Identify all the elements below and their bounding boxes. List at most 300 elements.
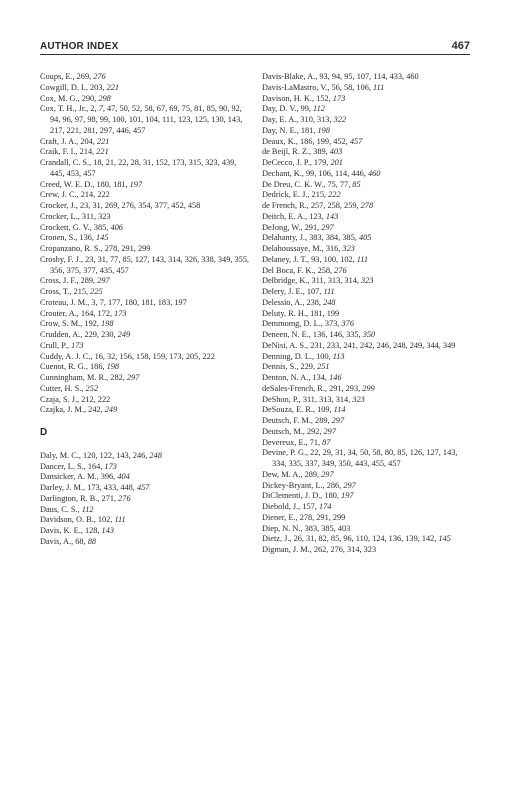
entry-pages: 311, 313, 314, [311,276,362,286]
entry-author: Davidson, O. B., [40,515,98,525]
index-entry [262,223,472,234]
entry-author: Devereux, E., [262,437,310,447]
index-entry [262,276,472,287]
entry-author: Cowgill, D. I., [40,82,91,92]
entry-reference-page: 323 [352,394,365,404]
entry-pages: 180, 181, [96,179,130,189]
entry-author: Cuenot, R. G., [40,362,91,372]
entry-pages: 231, 233, 241, 242, 246, 248, 249, 344, 349 [310,340,456,350]
entry-reference-page: 297 [321,469,334,479]
entry-pages: 93, 100, 102, [311,254,357,264]
entry-reference-page: 299 [362,383,375,393]
index-entry [40,505,250,516]
index-entry [262,169,472,180]
entry-pages: 26, 31, 82, 85, 96, 110, 124, 136, 139, 142, [293,534,439,544]
entry-pages: 157, [302,502,319,511]
index-entry [262,502,472,513]
entry-pages: 186, 199, 452, [300,136,350,146]
entry-author: Dechant, K., [262,168,307,178]
entry-pages: 214, [79,147,97,157]
index-entry [262,266,472,277]
entry-pages: 23, 31, 77, 85, 127, 143, 314, 326, 338, 349, 355, 356, 375, 377, 435, 457 [50,254,250,275]
entry-author: Crocker, L., [40,211,82,221]
entry-reference-page: 197 [129,179,143,189]
entry-pages: 192, [84,319,102,329]
entry-author: Cox, M. G., [40,93,82,103]
index-entry [262,212,472,223]
entry-pages: 258, [317,265,335,275]
index-entry [262,83,472,94]
index-entry [40,72,250,83]
entry-reference-page: 88 [87,536,97,546]
entry-reference-page: 298 [98,93,111,103]
entry-reference-page: 297 [126,373,140,382]
entry-pages: 311, 313, 314, [302,394,353,404]
index-entry [40,462,250,473]
entry-author: Digman, J. M., [262,545,314,554]
entry-reference-page: 323 [361,276,374,286]
entry-reference-page: 173 [104,461,117,471]
entry-pages: 204, [80,136,97,146]
entry-author: Crocker, J., [40,201,80,210]
entry-author: Croteau, J. M., [40,297,92,307]
index-entry [262,427,472,438]
entry-pages: 3, 7, 177, 180, 181, 183, 197 [91,297,187,307]
index-entry [262,244,472,255]
index-entry [40,384,250,395]
entry-pages: 396, [100,472,118,482]
entry-author: Crull, P., [40,340,72,350]
entry-author: Czaja, S. J., [40,394,82,404]
entry-author: de Beijl, R. Z., [262,147,314,157]
entry-reference-page: 252 [85,383,98,393]
entry-pages: 278, 291, 299 [104,244,151,253]
entry-pages: 173, 433, 448, [87,483,137,492]
entry-reference-page: 87 [322,437,331,447]
entry-reference-page: 173 [71,340,84,350]
entry-reference-page: 112 [81,504,94,514]
index-entry [262,470,472,481]
index-entry [262,255,472,266]
entry-author: Deluty, R. H., [262,308,311,318]
entry-pages: 75, 77, [327,179,353,189]
entry-pages: 257, 258, 259, [310,201,361,210]
entry-reference-page: 146 [329,373,342,382]
entry-author: Day, E. A., [262,115,301,124]
entry-pages: 180, [324,491,342,501]
index-entry [40,330,250,341]
entry-author: Deutsch, F. M., [262,416,316,425]
index-entry [262,180,472,191]
entry-pages: 23, 31, 269, 276, 354, 377, 452, 458 [80,201,201,210]
entry-author: Deitch, E. A., [262,211,310,221]
entry-pages: 107, [306,287,324,296]
index-entry [40,494,250,505]
entry-reference-page: 173 [114,308,127,318]
entry-pages: 278, 291, 299 [299,512,346,522]
index-entry [40,244,250,255]
page-title: AUTHOR INDEX [40,41,119,52]
index-entry [262,481,472,492]
entry-author: Cutter, H. S., [40,383,86,393]
entry-reference-page: 111 [323,287,335,296]
entry-pages: 68, [75,536,88,546]
entry-reference-page: 198 [106,362,120,372]
entry-author: Dansicker, A. M., [40,472,101,482]
index-entry [40,472,250,483]
entry-pages: 18, 21, 22, 28, 31, 152, 173, 315, 323, 439, 445, 453, 457 [50,158,237,178]
entry-reference-page: 145 [96,233,109,243]
index-entry [40,233,250,244]
entry-author: Crosby, F. J., [40,254,86,264]
index-entry [40,147,250,158]
index-entry [40,223,250,234]
entry-pages: 229, 230, [84,330,118,339]
entry-reference-page: 322 [333,115,347,124]
entry-reference-page: 174 [318,502,332,511]
index-entry [40,255,250,277]
entry-author: Devine, P. G., [262,448,311,458]
entry-reference-page: 249 [117,330,131,339]
entry-pages: 289, [304,469,322,479]
entry-reference-page: 406 [110,222,123,232]
entry-author: Delahanty, J., [262,233,310,243]
entry-reference-page: 143 [101,526,114,535]
entry-pages: 109, [317,405,334,415]
index-entry [40,362,250,373]
entry-pages: 136, 146, 335, [312,330,363,339]
entry-reference-page: 7 [98,104,103,114]
entry-reference-page: 248 [323,297,336,307]
entry-author: Czajka, J. M., [40,405,89,415]
index-entry [262,147,472,158]
entry-reference-page: 221 [96,147,109,157]
index-entry [40,276,250,287]
index-entry [262,94,472,105]
entry-author: Darlington, R. B., [40,493,102,503]
entry-reference-page: 350 [362,330,376,339]
entry-pages: 311, 323 [81,211,111,221]
entry-author: De Dreu, C. K. W., [262,179,328,189]
entry-reference-page: 376 [341,319,354,329]
entry-author: Cross, T., [40,287,74,296]
page-number: 467 [451,40,470,52]
entry-pages: 373, [324,319,342,329]
entry-reference-page: 111 [114,515,126,525]
entry-pages: 123, [309,211,326,221]
index-entry [40,526,250,537]
entry-author: Coups, E., [40,72,77,81]
entry-pages: 282, [110,373,127,382]
index-entry [262,330,472,341]
entry-reference-page: 198 [317,125,330,135]
entry-reference-page: 278 [360,201,374,210]
index-entry [40,180,250,191]
entry-author: Darley, J. M., [40,483,88,492]
entry-reference-page: 276 [118,493,131,503]
index-entry [262,545,472,556]
entry-reference-page: 113 [332,351,345,361]
entry-pages: 2, [90,104,99,114]
entry-pages: 71, [309,437,323,447]
entry-author: Crandall, C. S., [40,158,94,167]
entry-reference-page: 248 [149,450,162,460]
index-entry [40,83,250,94]
entry-pages: 128, [84,526,102,535]
index-entry [40,104,250,136]
entry-author: Crouter, A., [40,308,81,318]
entry-pages: 215, [73,287,91,296]
entry-pages: 291, [304,222,322,232]
entry-author: Dietz, J., [262,534,294,544]
entry-reference-page: 201 [330,158,343,167]
entry-reference-page: 111 [356,254,369,264]
index-entry [40,352,250,363]
entry-author: DeShon, P., [262,394,303,404]
entry-pages-cont: , 47, 50, 52, 58, 67, 69, 75, 81, 85, 90, 92, 94, 96, 97, 98, 99, 100, 101, 104, 111, 123, 125, 130, 143, 217, 221, 281, 297, 446, 457 [50,104,243,135]
entry-author: Davison, H. K., [262,93,317,103]
entry-author: DeSouza, E. R., [262,405,318,415]
entry-author: Delahoussaye, M., [262,244,326,253]
entry-author: Denton, N. A., [262,373,313,382]
entry-author: Daly, M. C., [40,450,84,460]
index-entry [262,384,472,395]
entry-pages: 181, [300,125,318,135]
entry-reference-page: 297 [331,416,345,425]
entry-reference-page: 249 [104,405,118,415]
entry-author: Crew, J. C., [40,190,81,200]
entry-pages: 383, 385, 403 [304,523,351,533]
index-entry [40,341,250,352]
entry-pages: 229, [300,362,318,372]
index-entry [262,513,472,524]
index-entry [262,534,472,545]
index-entry [40,373,250,384]
entry-pages: 120, 122, 143, 246, [83,450,150,460]
index-entry [40,483,250,494]
index-entry [262,362,472,373]
entry-author: DeCecco, J. P., [262,158,314,167]
entry-reference-page: 460 [367,168,381,178]
entry-pages: 186, [90,362,107,372]
entry-author: Day, D. V., [262,104,301,114]
entry-pages: 212, 222 [81,394,111,404]
entry-author: Cropanzano, R. S., [40,244,105,253]
entry-reference-page: 198 [101,319,114,329]
entry-pages: 271, [101,493,119,503]
entry-reference-page: 143 [325,211,339,221]
entry-pages: 316, [325,244,343,253]
index-entry [40,212,250,223]
entry-reference-page: 111 [373,82,385,92]
index-entry [40,451,250,462]
index-entry [262,416,472,427]
entry-author: Crow, S. M., [40,319,85,329]
index-entry [262,233,472,244]
entry-reference-page: 323 [342,244,355,253]
entry-author: Cronen, S., [40,233,80,243]
entry-reference-page: 403 [329,147,343,157]
index-entry [262,524,472,535]
entry-pages: 310, 313, [300,115,334,124]
entry-reference-page: 221 [96,136,110,146]
entry-pages: 290, [81,93,99,103]
index-entry [262,287,472,298]
entry-reference-page: 85 [352,179,361,189]
entry-reference-page: 297 [323,426,336,436]
entry-author: Diener, E., [262,512,300,522]
entry-author: Dickey-Bryant, L., [262,480,327,490]
entry-reference-page: 297 [97,276,110,286]
index-entry [40,287,250,298]
entry-author: Dedrick, E. J., [262,190,312,200]
entry-author: Crudden, A., [40,330,85,339]
entry-author: Craik, F. I., [40,147,80,157]
entry-pages: 286, [326,480,344,490]
entry-pages: 136, [79,233,97,243]
index-entry [40,515,250,526]
entry-reference-page: 251 [317,362,330,372]
index-entry [262,319,472,330]
entry-reference-page: 221 [106,82,120,92]
index-entry [262,373,472,384]
index-entry [262,115,472,126]
entry-pages: 242, [88,405,105,415]
entry-author: Crockett, G. V., [40,222,94,232]
right-column [262,72,472,556]
entry-author: DeNisi, A. S., [262,340,311,350]
entry-pages: 22, 29, 31, 34, 50, 58, 80, 85, 126, 127, 143, 334, 335, 337, 349, 350, 443, 455, 457 [272,448,458,468]
index-entry [262,491,472,502]
entry-reference-page: 276 [93,72,106,81]
entry-pages: 179, [313,158,331,167]
entry-pages: 214, 222 [80,190,110,200]
entry-reference-page: 112 [313,104,325,114]
index-entry [262,438,472,449]
index-entry [262,341,472,352]
entry-reference-page: 276 [334,265,347,275]
index-entry [40,94,250,105]
entry-pages: 100, [316,351,333,361]
index-entry [40,158,250,180]
index-entry [40,537,250,548]
entry-pages: 56, 58, 106, [331,82,374,92]
entry-author: Dennis, S., [262,362,301,372]
index-entry [262,201,472,212]
index-entry [262,72,472,83]
entry-pages: 134, [312,373,330,382]
entry-author: Delessio, A., [262,297,307,307]
entry-author: Davis-LaMastro, V., [262,82,332,92]
entry-reference-page: 145 [438,534,451,544]
entry-author: Dancer, L. S., [40,461,88,471]
index-entry [262,126,472,137]
entry-author: Delery, J. E., [262,287,307,296]
entry-reference-page: 457 [136,483,150,492]
entry-pages: 99, [300,104,314,114]
index-entry [262,395,472,406]
entry-pages: 99, 106, 114, 446, [306,168,368,178]
entry-author: DeJong, W., [262,222,305,232]
entry-pages: 164, 172, [80,308,115,318]
entry-author: Craft, J. A., [40,136,81,146]
entry-author: Creed, W. E. D., [40,179,97,189]
entry-author: Dew, M. A., [262,469,305,479]
entry-pages: 164, [87,461,105,471]
entry-pages: 215, [311,190,329,200]
entry-pages: 203, [90,82,107,92]
entry-author: Diebold, J., [262,502,303,511]
entry-pages: 152, [316,93,333,103]
page-header [40,40,470,55]
entry-reference-page: 225 [90,287,103,296]
entry-reference-page: 173 [332,93,346,103]
entry-author: Delbridge, K., [262,276,312,286]
entry-pages: 383, 384, 385, [309,233,359,243]
entry-author: Denning, D. L., [262,351,317,361]
entry-author: deSales-French, R., [262,383,330,393]
entry-author: Davis, A., [40,536,76,546]
index-entry [262,137,472,148]
entry-pages: 289, [80,276,98,286]
index-entry [40,201,250,212]
section-letter: D [40,427,48,438]
entry-author: Demmomg, D. L., [262,319,325,329]
index-entry [40,405,250,416]
index-entry [40,190,250,201]
entry-pages: 291, 293, [329,383,363,393]
left-column [40,72,250,548]
entry-pages: 292, [306,426,324,436]
entry-pages: 102, [97,515,115,525]
entry-author: Cuddy, A. J. C., [40,351,95,361]
entry-pages: 385, [93,222,111,232]
entry-reference-page: 114 [333,405,346,415]
entry-pages: 181, 199 [310,308,340,318]
entry-reference-page: 222 [328,190,341,200]
entry-pages: 269, [76,72,94,81]
index-entry [262,352,472,363]
entry-author: Deaux, K., [262,136,301,146]
entry-author: Delaney, J. T., [262,254,312,264]
index-entry [40,298,250,309]
entry-pages: 289, [315,416,332,425]
entry-reference-page: 297 [321,222,334,232]
index-entry [262,190,472,201]
entry-author: de French, R., [262,201,311,210]
entry-author: Day, N. E., [262,125,301,135]
entry-author: Diep, N. N., [262,523,305,533]
index-entry [40,319,250,330]
entry-reference-page: 197 [341,491,354,501]
entry-reference-page: 404 [117,472,130,482]
index-entry [40,309,250,320]
index-entry [262,405,472,416]
entry-author: Cox, T. H., Jr., [40,104,91,114]
entry-author: Davis, K. E., [40,526,85,535]
entry-pages: 389, [313,147,330,157]
index-entry [262,309,472,320]
entry-pages: 262, 276, 314, 323 [313,545,377,554]
entry-reference-page: 457 [349,136,363,146]
entry-reference-page: 297 [343,480,356,490]
entry-author: Deutsch, M., [262,426,307,436]
entry-author: Daus, C. S., [40,504,82,514]
entry-pages: 93, 94, 95, 107, 114, 433, 460 [319,72,419,81]
entry-reference-page: 405 [358,233,372,243]
index-entry [262,298,472,309]
entry-pages: 16, 32, 156, 158, 159, 173, 205, 222 [94,351,215,361]
